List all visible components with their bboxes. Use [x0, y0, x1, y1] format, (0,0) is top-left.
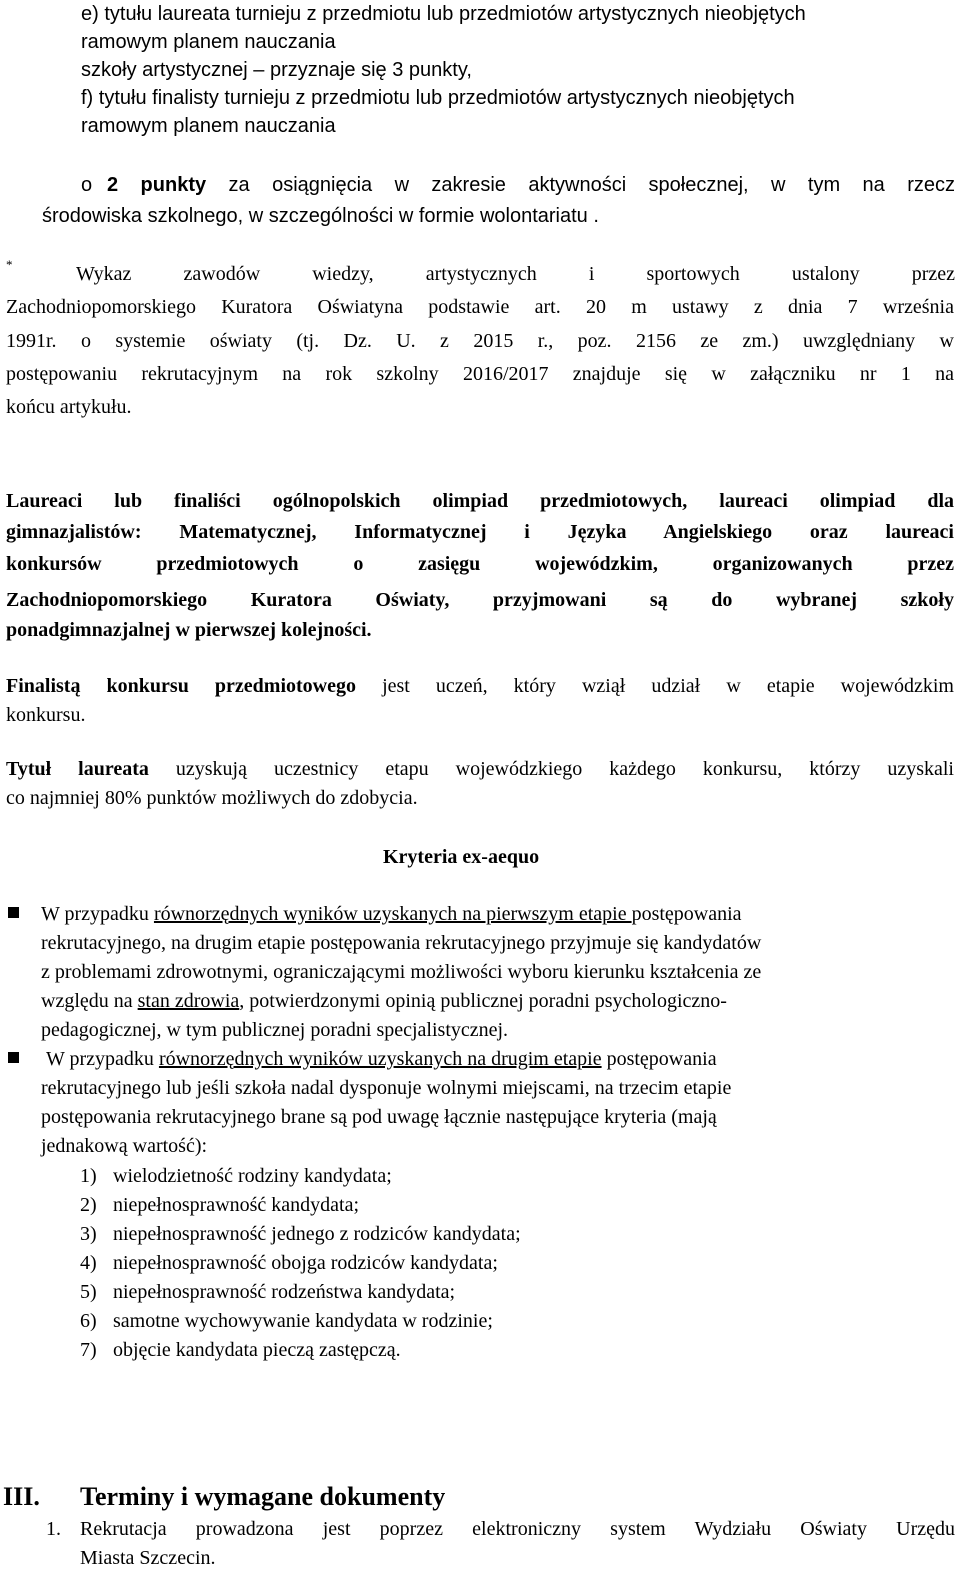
- footnote-line3: 1991r. o systemie oświaty (tj. Dz. U. z 2015 r., poz. 2156 ze zm.) uwzględniany w: [6, 330, 954, 352]
- list-item: niepełnosprawność kandydata;: [113, 1194, 360, 1216]
- laureaci-line3: konkursów przedmiotowych o zasięgu wojewódzkim, organizowanych przez: [6, 553, 954, 575]
- bullet1-line1: [41, 900, 742, 929]
- bullet1-underlined: równorzędnych wyników uzyskanych na pierwszym etapie: [153, 903, 632, 925]
- item-e-line2: ramowym planem nauczania: [81, 31, 336, 53]
- o-item-line2: środowiska szkolnego, w szczególności w formie wolontariatu .: [42, 205, 599, 227]
- finalista-line1: [6, 672, 954, 701]
- bullet2-line3: postępowania rekrutacyjnego brane są pod uwagę łącznie następujące kryteria (mają: [41, 1106, 717, 1128]
- bullet1-line2: rekrutacyjnego, na drugim etapie postępowania rekrutacyjnego przyjmuje się kandydatów: [41, 932, 762, 954]
- item-f-line1: f) tytułu finalisty turnieju z przedmiotu lub przedmiotów artystycznych nieobjętych: [81, 87, 795, 109]
- finalista-line2: konkursu.: [6, 704, 86, 726]
- square-bullet-icon: [8, 1052, 19, 1063]
- footnote-line4: postępowaniu rekrutacyjnym na rok szkolny 2016/2017 znajduje się w załączniku nr 1 na: [6, 363, 954, 385]
- laureaci-line1: Laureaci lub finaliści ogólnopolskich olimpiad przedmiotowych, laureaci olimpiad dla: [6, 490, 954, 512]
- section-item-line1: Rekrutacja prowadzona jest poprzez elektroniczny system Wydziału Oświaty Urzędu: [80, 1518, 955, 1540]
- section-numeral: III.: [3, 1482, 40, 1511]
- bullet1-line4-post: , potwierdzonymi opinią publicznej poradni psychologiczno-: [239, 990, 727, 1012]
- footnote-marker: *: [6, 257, 13, 272]
- bullet2-pre: W przypadku: [46, 1048, 159, 1070]
- bullet1-line3: z problemami zdrowotnymi, ograniczającymi możliwości wyboru kierunku kształcenia ze: [41, 961, 762, 983]
- square-bullet-icon: [8, 907, 19, 918]
- footnote-line2: Zachodniopomorskiego Kuratora Oświatyna podstawie art. 20 m ustawy z dnia 7 września: [6, 296, 954, 318]
- laureat-line1: [6, 755, 954, 784]
- item-e-line3: szkoły artystycznej – przyznaje się 3 punkty,: [81, 59, 472, 81]
- bullet1-line5: pedagogicznej, w tym publicznej poradni specjalistycznej.: [41, 1019, 509, 1041]
- kryteria-heading: Kryteria ex-aequo: [383, 846, 540, 868]
- o-marker: o: [81, 174, 93, 196]
- list-item-num: 2): [80, 1194, 97, 1216]
- list-item-num: 6): [80, 1310, 97, 1332]
- o-item-rest: za osiągnięcia w zakresie aktywności społecznej, w tym na rzecz: [206, 174, 955, 196]
- list-item-num: 7): [80, 1339, 97, 1361]
- bullet2-line4: jednakową wartość):: [41, 1135, 208, 1157]
- finalista-bold: Finalistą konkursu przedmiotowego: [6, 675, 356, 697]
- list-item-num: 1): [80, 1165, 97, 1187]
- finalista-rest: jest uczeń, który wziął udział w etapie wojewódzkim: [355, 675, 954, 697]
- bullet1-line4-underlined: stan zdrowia: [137, 990, 240, 1012]
- footnote-line5: końcu artykułu.: [6, 396, 132, 418]
- section-item-num: 1.: [46, 1518, 61, 1540]
- laureat-rest: uzyskują uczestnicy etapu wojewódzkiego każdego konkursu, którzy uzyskali: [148, 758, 954, 780]
- bullet2-post: postępowania: [601, 1048, 717, 1070]
- list-item: objęcie kandydata pieczą zastępczą.: [113, 1339, 401, 1361]
- bullet2-underlined: równorzędnych wyników uzyskanych na drugim etapie: [158, 1048, 602, 1070]
- o-item-line1: [107, 171, 955, 199]
- list-item: wielodzietność rodziny kandydata;: [113, 1165, 392, 1187]
- list-item-num: 3): [80, 1223, 97, 1245]
- bullet2-line1: [46, 1045, 717, 1074]
- bullet1-line4: [41, 987, 727, 1016]
- list-item: niepełnosprawność rodzeństwa kandydata;: [113, 1281, 456, 1303]
- footnote-line1: Wykaz zawodów wiedzy, artystycznych i sportowych ustalony przez: [76, 263, 955, 285]
- laureat-bold: Tytuł laureata: [6, 758, 149, 780]
- section-item-line2: Miasta Szczecin.: [80, 1547, 216, 1569]
- item-e-line1: e) tytułu laureata turnieju z przedmiotu lub przedmiotów artystycznych nieobjętych: [81, 3, 806, 25]
- o-item-bold: 2 punkty: [107, 174, 207, 196]
- list-item: niepełnosprawność jednego z rodziców kandydata;: [113, 1223, 521, 1245]
- list-item: niepełnosprawność obojga rodziców kandydata;: [113, 1252, 498, 1274]
- bullet1-post: postępowania: [631, 903, 742, 925]
- list-item-num: 5): [80, 1281, 97, 1303]
- list-item: samotne wychowywanie kandydata w rodzinie;: [113, 1310, 493, 1332]
- bullet2-line2: rekrutacyjnego lub jeśli szkoła nadal dysponuje wolnymi miejscami, na trzecim etapie: [41, 1077, 732, 1099]
- bullet1-pre: W przypadku: [41, 903, 154, 925]
- laureaci-line5: ponadgimnazjalnej w pierwszej kolejności.: [6, 619, 372, 641]
- laureaci-line4: Zachodniopomorskiego Kuratora Oświaty, przyjmowani są do wybranej szkoły: [6, 589, 954, 611]
- laureat-line2: co najmniej 80% punktów możliwych do zdobycia.: [6, 787, 418, 809]
- list-item-num: 4): [80, 1252, 97, 1274]
- laureaci-line2: gimnazjalistów: Matematycznej, Informatycznej i Języka Angielskiego oraz laureaci: [6, 521, 954, 543]
- item-f-line2: ramowym planem nauczania: [81, 115, 336, 137]
- bullet1-line4-pre: względu na: [41, 990, 138, 1012]
- section-title: Terminy i wymagane dokumenty: [80, 1482, 446, 1511]
